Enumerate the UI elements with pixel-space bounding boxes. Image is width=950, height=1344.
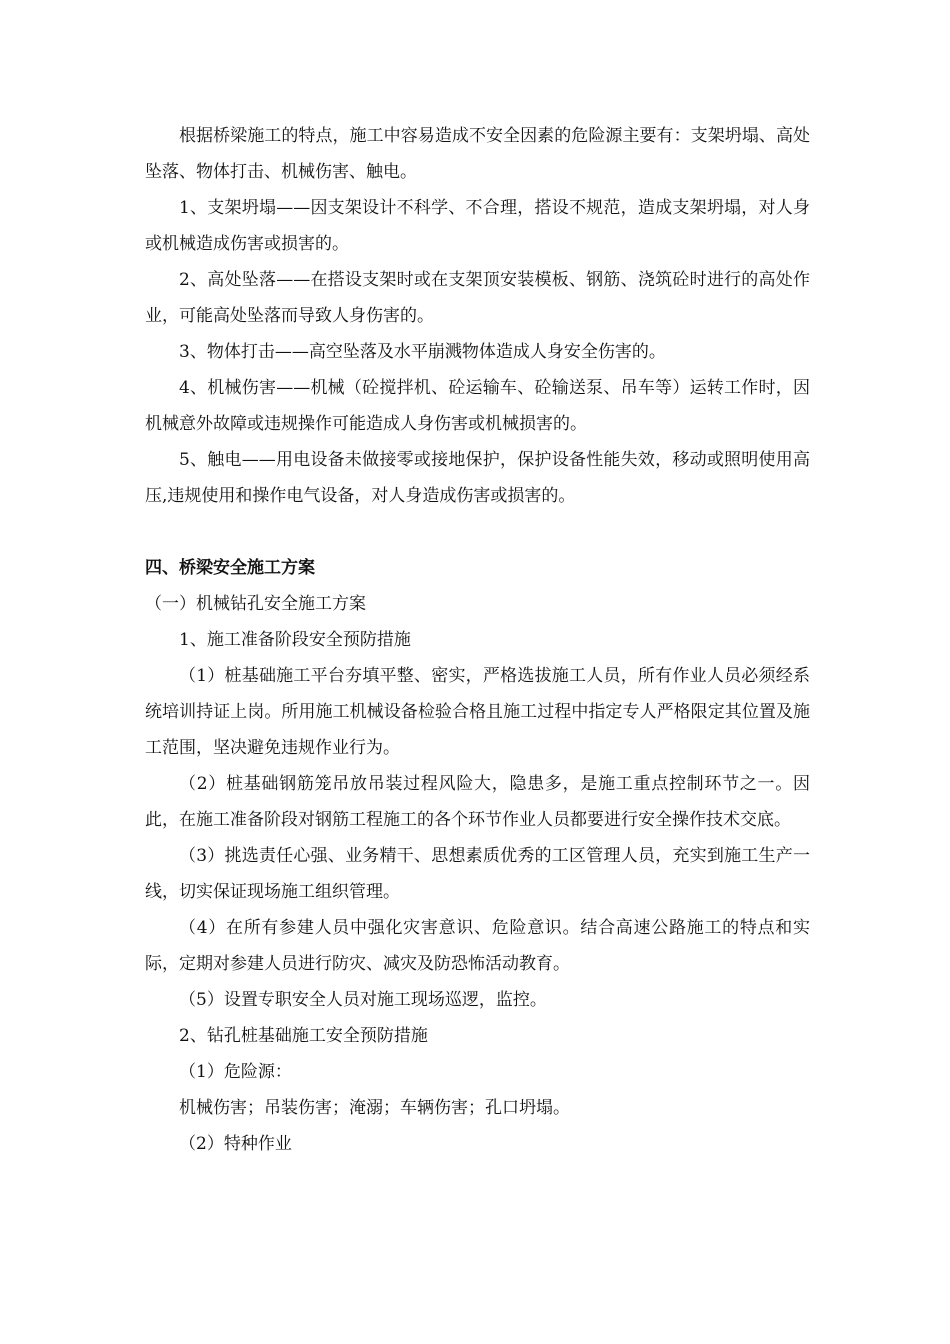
section-gap: [145, 514, 810, 550]
hazard-item-4: 4、机械伤害——机械（砼搅拌机、砼运输车、砼输送泵、吊车等）运转工作时，因机械意外故障或违规操作可能造成人身伤害或机械损害的。: [145, 378, 810, 434]
hazard-item-1: 1、支架坍塌——因支架设计不科学、不合理，搭设不规范，造成支架坍塌，对人身或机械造成伤害或损害的。: [145, 198, 810, 254]
measure-2: （2）桩基础钢筋笼吊放吊装过程风险大，隐患多，是施工重点控制环节之一。因此，在施工准备阶段对钢筋工程施工的各个环节作业人员都要进行安全操作技术交底。: [145, 774, 810, 830]
hazard-item-3: 3、物体打击——高空坠落及水平崩溅物体造成人身安全伤害的。: [179, 342, 666, 362]
section4-heading: 四、桥梁安全施工方案: [145, 558, 315, 578]
hazard-item-2: 2、高处坠落——在搭设支架时或在支架顶安装模板、钢筋、浇筑砼时进行的高处作业，可能高处坠落而导致人身伤害的。: [145, 270, 810, 326]
document-page: [145, 118, 810, 1162]
step-1-title: 1、施工准备阶段安全预防措施: [179, 630, 411, 650]
hazard-list: 机械伤害；吊装伤害；淹溺；车辆伤害；孔口坍塌。: [179, 1098, 570, 1118]
measure-4: （4）在所有参建人员中强化灾害意识、危险意识。结合高速公路施工的特点和实际，定期对参建人员进行防灾、减灾及防恐怖活动教育。: [145, 918, 810, 974]
hazard-item-5: 5、触电——用电设备未做接零或接地保护，保护设备性能失效，移动或照明使用高压,违规使用和操作电气设备，对人身造成伤害或损害的。: [145, 450, 810, 506]
special-work-label: （2）特种作业: [179, 1134, 292, 1154]
measure-1: （1）桩基础施工平台夯填平整、密实，严格选拔施工人员，所有作业人员必须经系统培训持证上岗。所用施工机械设备检验合格且施工过程中指定专人严格限定其位置及施工范围，坚决避免违规作业行为。: [145, 666, 810, 758]
subsection-1-title: （一）机械钻孔安全施工方案: [145, 594, 366, 614]
measure-5: （5）设置专职安全人员对施工现场巡逻，监控。: [179, 990, 547, 1010]
step-2-title: 2、钻孔桩基础施工安全预防措施: [179, 1026, 428, 1046]
measure-3: （3）挑选责任心强、业务精干、思想素质优秀的工区管理人员，充实到施工生产一线，切实保证现场施工组织管理。: [145, 846, 810, 902]
hazard-label: （1）危险源：: [179, 1062, 292, 1082]
section3-intro: 根据桥梁施工的特点，施工中容易造成不安全因素的危险源主要有：支架坍塌、高处坠落、物体打击、机械伤害、触电。: [145, 126, 810, 182]
